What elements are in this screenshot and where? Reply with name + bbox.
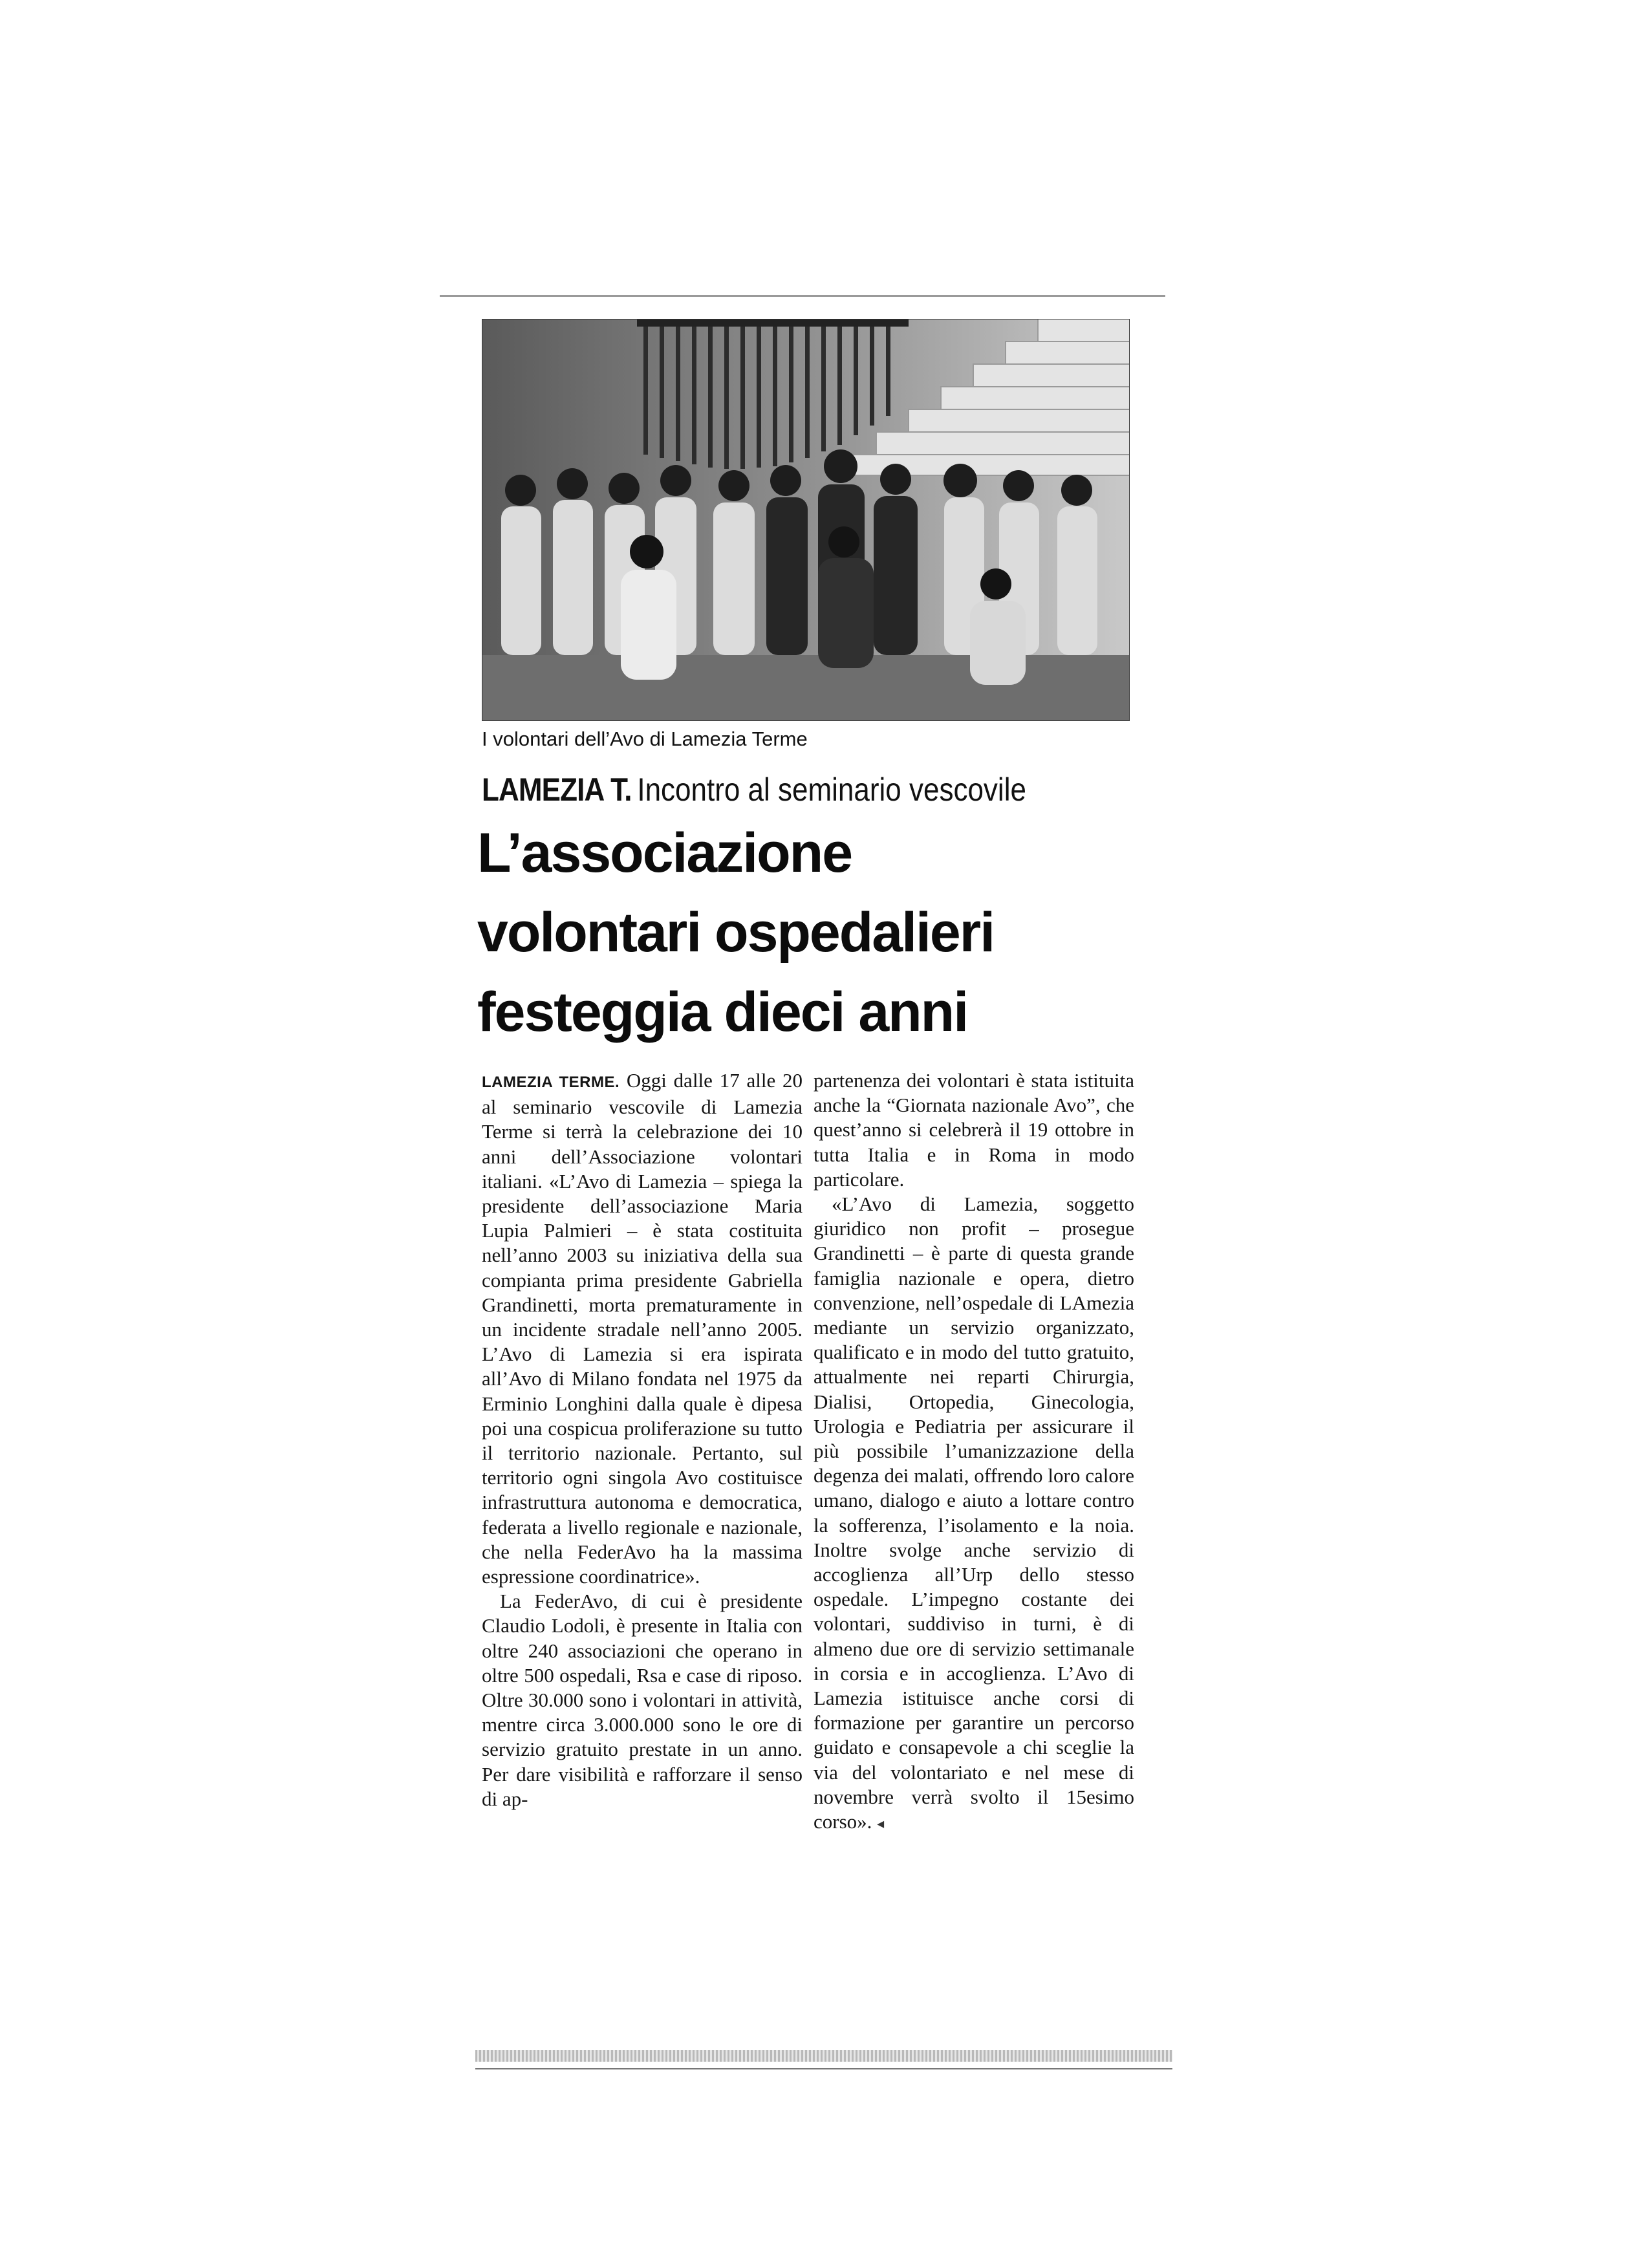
headline-line-1: L’associazione — [477, 822, 852, 884]
group-photo — [482, 319, 1130, 721]
column-1-paragraph-1-text: Oggi dalle 17 alle 20 al seminario vescovile di Lamezia Terme si terrà la celebrazione dei 10 anni dell’Associazione volontari italiani. «L’Avo di Lamezia – spiega la presidente dell’associazione Maria Lupia Palmieri – è stata costituita nell’anno 2003 su iniziativa della sua compianta prima presidente Gabriella Grandinetti, morta prematuramente in un incidente stradale nell’anno 2005. L’Avo di Lamezia si era ispirata all’Avo di Milano fondata nel 1975 da Erminio Longhini dalla quale è dipesa poi una cospicua proliferazione su tutto il territorio nazionale. Pertanto, sul territorio ogni singola Avo costituisce infrastruttura autonoma e democratica, federata a livello regionale e nazionale, che nella FederAvo ha la massima espressione coordinatrice». — [482, 1069, 803, 1588]
column-1-paragraph-1 — [482, 1068, 803, 1589]
bottom-rule — [475, 2050, 1172, 2062]
column-1-paragraph-2: La FederAvo, di cui è presidente Claudio Lodoli, è presente in Italia con oltre 240 associazioni che operano in oltre 500 ospedali, Rsa e case di riposo. Oltre 30.000 sono i volontari in attività, mentre circa 3.000.000 sono le ore di servizio gratuito prestate in un anno. Per dare visibilità e rafforzare il senso di ap- — [482, 1590, 803, 1810]
article-column-1 — [482, 1068, 803, 1811]
headline-line-3: festeggia dieci anni — [477, 981, 968, 1043]
column-2-paragraph-1: partenenza dei volontari è stata istituita anche la “Giornata nazionale Avo”, che quest’anno si celebrerà il 19 ottobre in tutta Italia e in Roma in modo particolare. — [814, 1069, 1134, 1191]
article-column-2 — [814, 1068, 1134, 1836]
kicker — [482, 768, 1062, 811]
kicker-topic: Incontro al seminario vescovile — [637, 772, 1026, 808]
headline-line-2: volontari ospedalieri — [477, 902, 995, 964]
column-2-paragraph-2 — [814, 1192, 1134, 1836]
kicker-place: LAMEZIA T. — [482, 772, 632, 808]
photo-caption: I volontari dell’Avo di Lamezia Terme — [482, 728, 808, 750]
end-mark-icon: ◂ — [877, 1815, 885, 1832]
top-rule — [440, 295, 1165, 297]
bottom-rule-thin — [475, 2068, 1172, 2069]
volunteers-photo-illustration — [482, 319, 1130, 721]
column-2-paragraph-2-text: «L’Avo di Lamezia, soggetto giuridico non profit – prosegue Grandinetti – è parte di questa grande famiglia nazionale e opera, dietro convenzione, nell’ospedale di LAmezia mediante un servizio organizzato, qualificato e in modo del tutto gratuito, attualmente nei reparti Chirurgia, Dialisi, Ortopedia, Ginecologia, Urologia e Pediatria per assicurare il più possibile l’umanizzazione della degenza dei malati, offrendo loro calore umano, dialogo e aiuto a lottare contro la sofferenza, l’isolamento e la noia. Inoltre svolge anche servizio di accoglienza all’Urp dello stesso ospedale. L’impegno costante dei volontari, suddiviso in turni, è di almeno due ore di servizio settimanale in corsia e in accoglienza. L’Avo di Lamezia istituisce anche corsi di formazione per garantire un percorso guidato e consapevole a chi sceglie la via del volontariato e nel mese di novembre verrà svolto il 15esimo corso». — [814, 1193, 1134, 1833]
dateline: LAMEZIA TERME. — [482, 1074, 620, 1091]
headline — [477, 814, 1143, 1052]
